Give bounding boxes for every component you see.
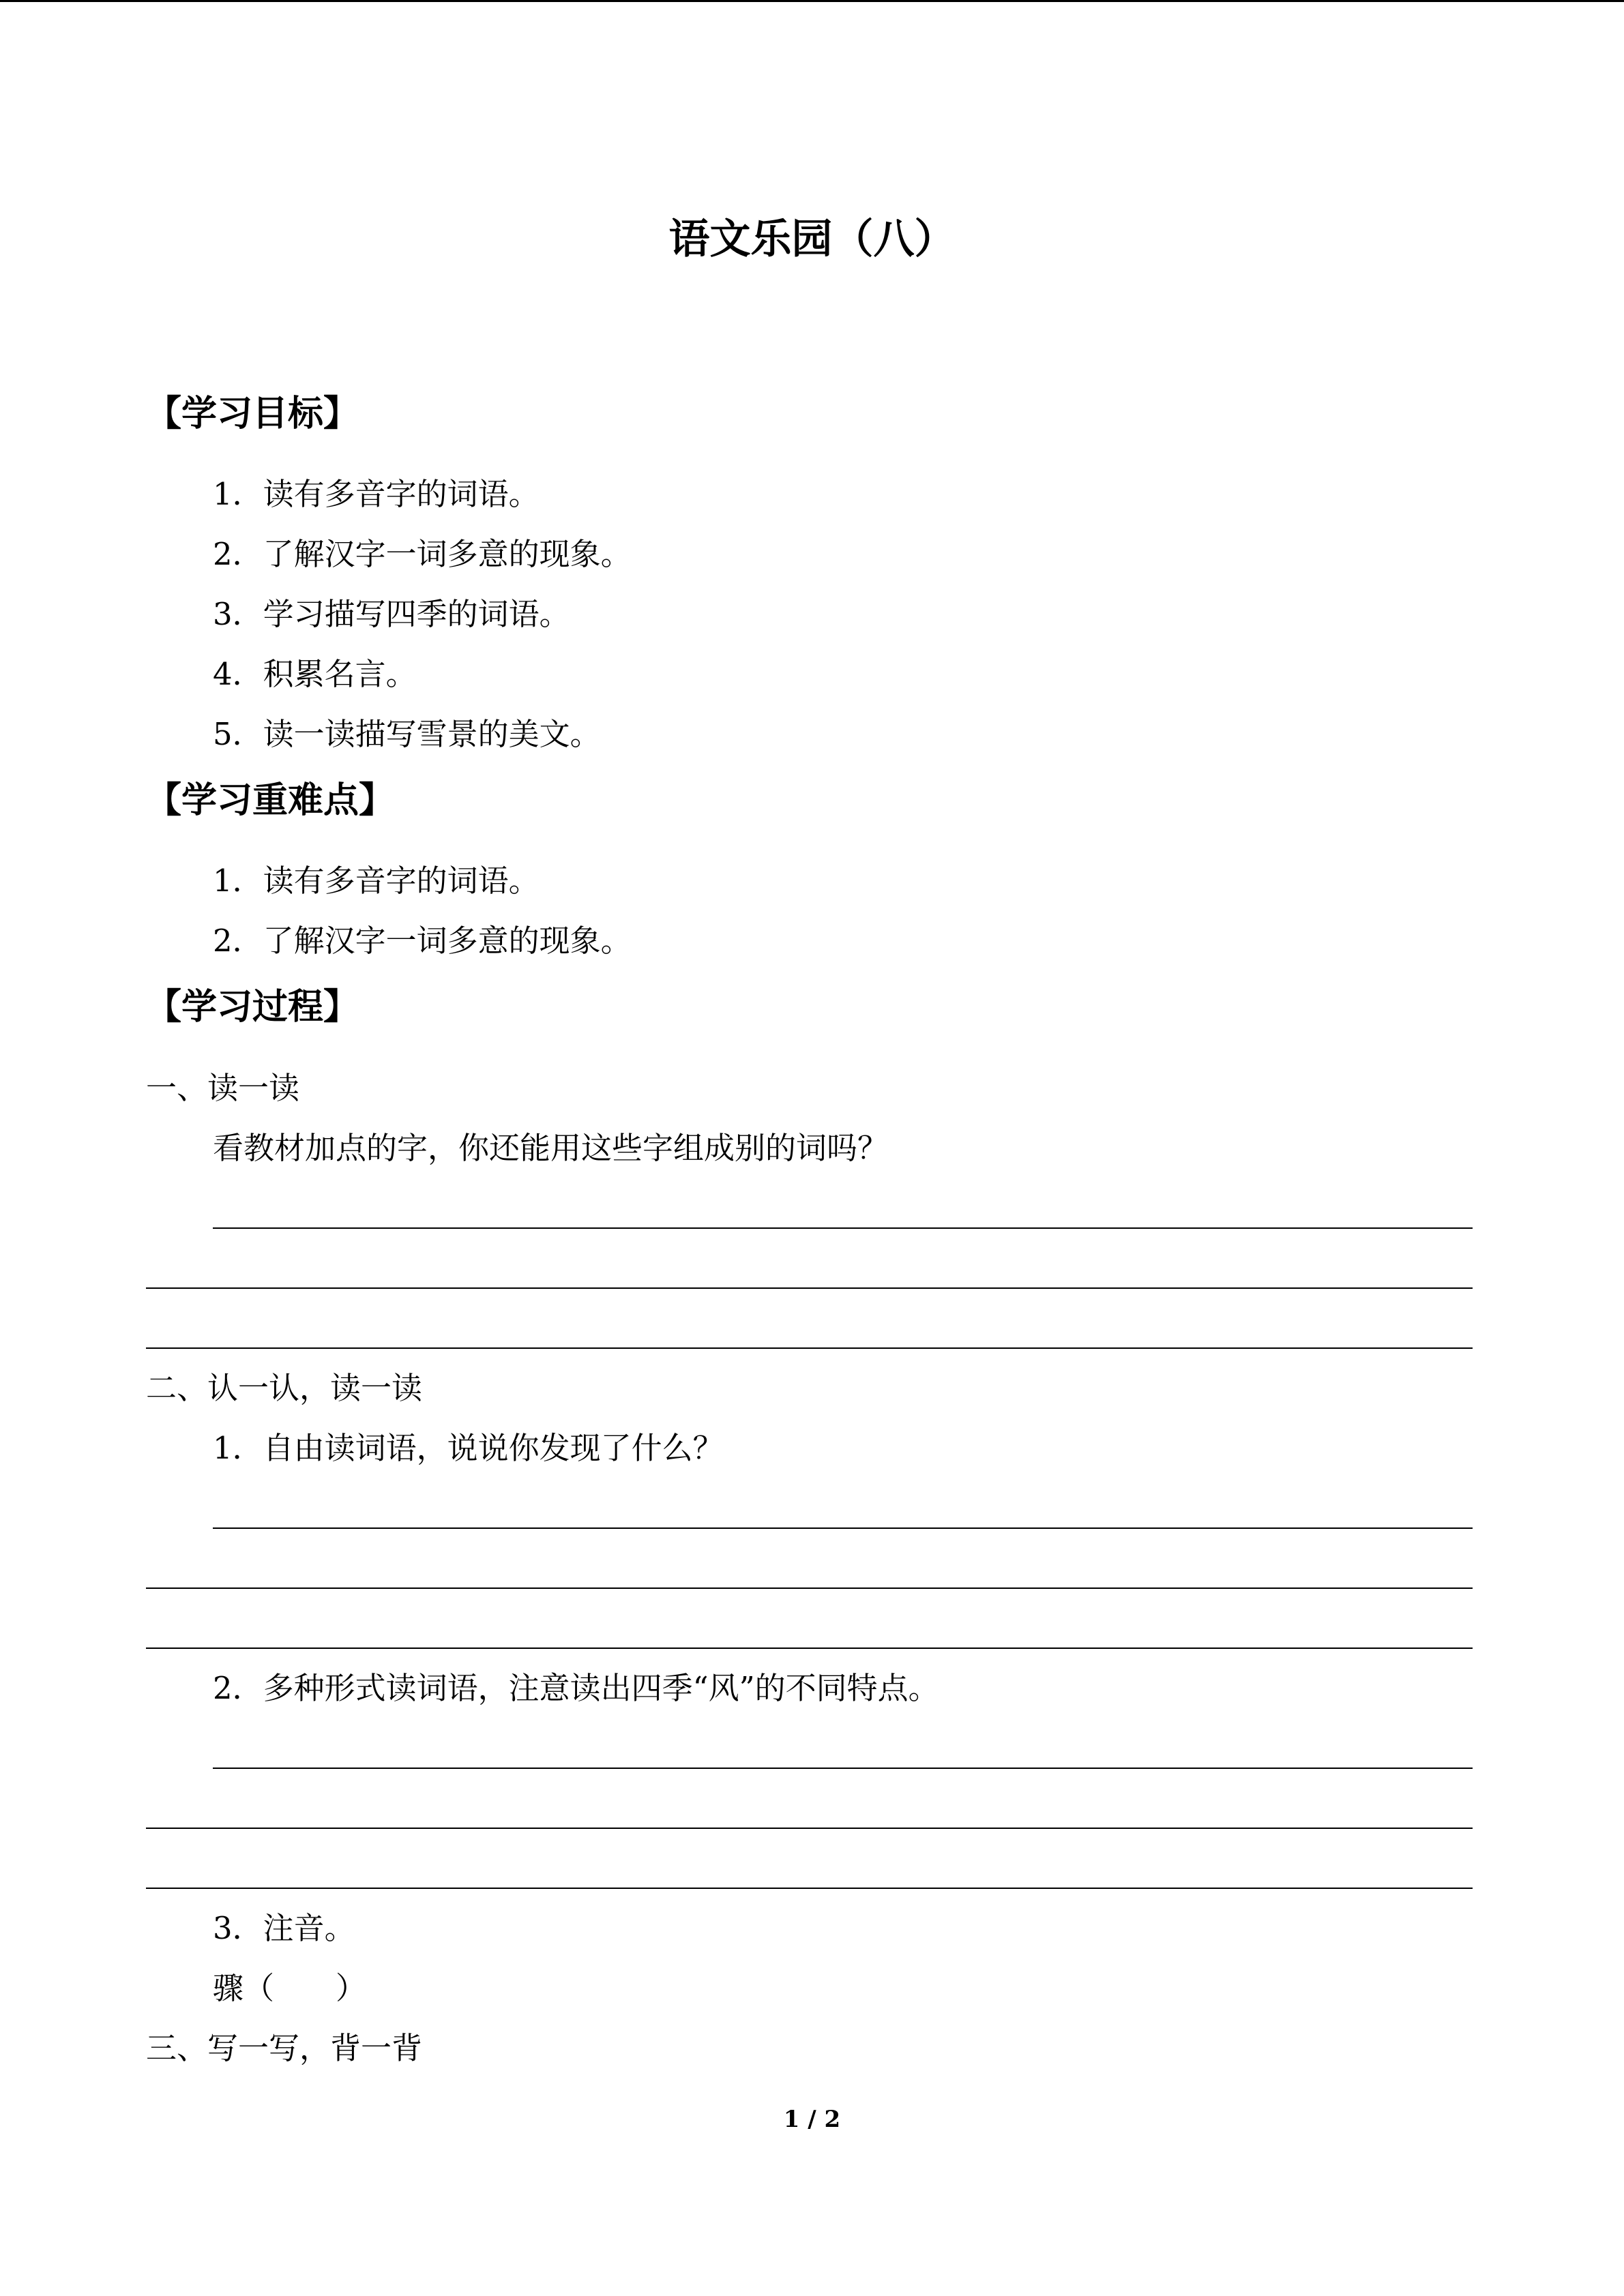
answer-line[interactable]	[146, 1287, 1473, 1289]
key-points-heading: 【学习重难点】	[146, 780, 395, 821]
key-point-item-2: 2．了解汉字一词多意的现象。	[213, 923, 632, 959]
answer-line[interactable]	[146, 1888, 1473, 1889]
section-2-question-1: 1．自由读词语，说说你发现了什么？	[213, 1430, 724, 1466]
answer-line[interactable]	[146, 1587, 1473, 1589]
section-2-question-3: 3．注音。	[213, 1910, 355, 1946]
section-2-question-2: 2．多种形式读词语，注意读出四季“风”的不同特点。	[213, 1670, 939, 1706]
goal-item-3: 3．学习描写四季的词语。	[213, 596, 570, 632]
answer-line[interactable]	[146, 1648, 1473, 1649]
goal-item-5: 5．读一读描写雪景的美文。	[213, 716, 601, 752]
process-heading: 【学习过程】	[146, 987, 359, 1028]
answer-line[interactable]	[213, 1768, 1473, 1769]
goal-item-4: 4．积累名言。	[213, 656, 417, 692]
page-title: 语文乐园（八）	[668, 215, 956, 263]
goals-heading: 【学习目标】	[146, 393, 359, 434]
answer-line[interactable]	[213, 1527, 1473, 1529]
goal-item-1: 1．读有多音字的词语。	[213, 476, 540, 512]
key-point-item-1: 1．读有多音字的词语。	[213, 863, 540, 899]
section-3-title: 三、写一写，背一背	[146, 2030, 423, 2066]
section-2-title: 二、认一认，读一读	[146, 1370, 423, 1406]
answer-line[interactable]	[146, 1347, 1473, 1349]
page-number: 1 / 2	[783, 2106, 841, 2133]
goal-item-2: 2．了解汉字一词多意的现象。	[213, 536, 632, 572]
page-top-border	[0, 0, 1624, 2]
pinyin-blank-item[interactable]: 骤（ ）	[213, 1970, 367, 2006]
answer-line[interactable]	[146, 1828, 1473, 1829]
section-1-title: 一、读一读	[146, 1070, 300, 1106]
section-1-prompt: 看教材加点的字，你还能用这些字组成别的词吗？	[213, 1130, 889, 1166]
answer-line[interactable]	[213, 1227, 1473, 1229]
